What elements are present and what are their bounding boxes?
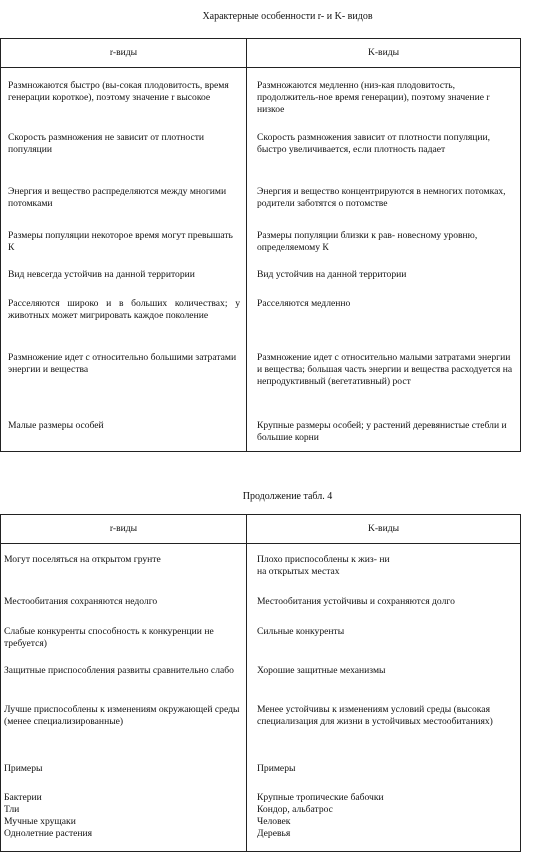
list-item: Бактерии [4,792,42,803]
table-cell: Крупные размеры особей; у растений деревянистые стебли и большие корни [257,420,507,443]
traits-table-continued [0,514,521,852]
list-item: Деревья [257,828,291,839]
table-cell: Размножаются медленно (низ-кая плодовитость, продолжитель-ное время генерации), поэтому значение r низкое [257,80,490,115]
table-cell: Размеры популяции некоторое время могут превышать К [8,230,233,253]
traits-table [0,38,521,452]
table-cell: Могут поселяться на открытом грунте [4,554,161,565]
table-cell: Местообитания сохраняются недолго [4,596,158,607]
table-cell: Скорость размножения не зависит от плотности популяции [8,132,205,155]
list-item: Крупные тропические бабочки [257,792,384,803]
table-cell: Хорошие защитные механизмы [257,665,386,676]
table-cell: Расселяются широко и в больших количествах; у животных может мигрировать каждое поколение [8,298,240,321]
table-cell: Энергия и вещество концентрируются в немногих потомках, родители заботятся о потомстве [257,186,506,209]
table-cell: Сильные конкуренты [257,626,345,637]
table-cell: Слабые конкуренты способность к конкуренции не требуется) [4,626,214,649]
table-cell: Размножаются быстро (вы-сокая плодовитость, время генерации короткое), поэтому значение r высокое [8,80,229,103]
table-cell: Скорость размножения зависит от плотности популяции, быстро увеличивается, если плотность падает [257,132,491,155]
list-item: Тли [4,804,20,815]
k-species-column [247,544,521,852]
table-cell: Энергия и вещество распределяются между многими потомками [8,186,227,209]
table-cell: Расселяются медленно [257,298,351,309]
table-caption-continued: Продолжение табл. 4 [242,491,333,502]
table-cell: Защитные приспособления развиты сравнительно слабо [4,665,234,676]
table-cell: Размножение идет с относительно большими затратами энергии и вещества [8,352,237,375]
r-species-column [1,544,247,852]
column-header-k-species: K-виды [247,515,521,544]
table-cell: Местообитания устойчивы и сохраняются долго [257,596,455,607]
table-cell: Менее устойчивы к изменениям условий среды (высокая специализация для жизни в устойчивых местообитаниях) [257,704,493,727]
column-header-r-species: r-виды [1,39,247,68]
r-species-column [1,68,247,452]
k-species-column [247,68,521,452]
table-cell: Лучше приспособлены к изменениям окружающей среды (менее специализированные) [4,704,240,727]
table-cell: Вид невсегда устойчив на данной территории [8,269,195,280]
examples-list-k [247,792,520,840]
examples-list-r [1,792,246,840]
table-cell: Размеры популяции близки к рав- новесному уровню, определяемому К [257,230,478,253]
table-cell: Примеры [4,763,43,774]
column-header-k-species: K-виды [247,39,521,68]
list-item: Однолетние растения [4,828,93,839]
table-cell: Примеры [257,763,296,774]
table-cell: Малые размеры особей [8,420,104,431]
list-item: Человек [257,816,291,827]
list-item: Мучные хрущаки [4,816,76,827]
table-cell: Плохо приспособлены к жиз- ни на открытых местах [257,554,390,577]
list-item: Кондор, альбатрос [257,804,333,815]
table-cell: Размножение идет с относительно малыми затратами энергии и вещества; большая часть энергии и вещества расходуется на непродуктивный (вегетативный) рост [257,352,513,387]
table-caption: Характерные особенности r- и K- видов [202,11,373,22]
table-cell: Вид устойчив на данной территории [257,269,407,280]
column-header-r-species: r-виды [1,515,247,544]
